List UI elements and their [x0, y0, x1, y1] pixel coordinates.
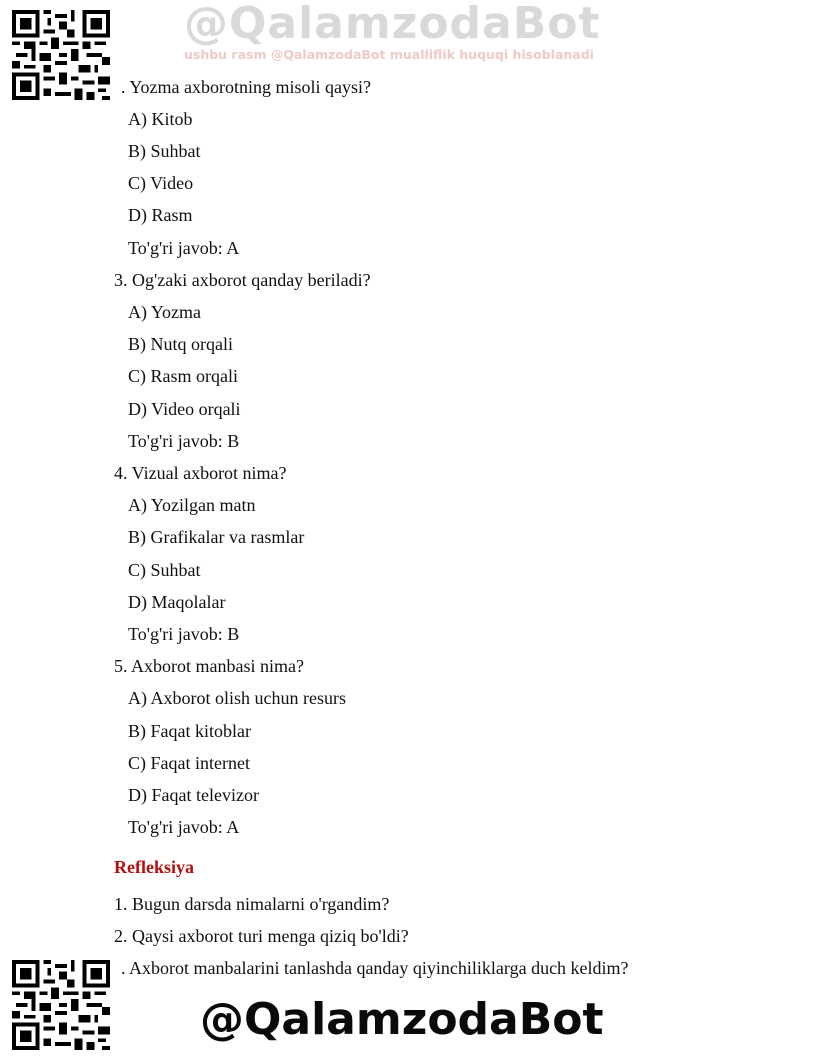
question-text: . Yozma axborotning misoli qaysi? — [121, 77, 371, 97]
watermark-title-top: @QalamzodaBot — [184, 0, 601, 49]
answer-option: D) Maqolalar — [128, 592, 226, 612]
reflection-item: 1. Bugun darsda nimalarni o'rgandim? — [114, 894, 390, 914]
question-text: 3. Og'zaki axborot qanday beriladi? — [114, 270, 371, 290]
answer-option: B) Faqat kitoblar — [128, 721, 251, 741]
watermark-subtitle: ushbu rasm @QalamzodaBot mualliflik huquqi hisoblanadi — [184, 47, 594, 62]
answer-option: A) Kitob — [128, 109, 193, 129]
reflection-item: . Axborot manbalarini tanlashda qanday qiyinchiliklarga duch keldim? — [121, 958, 629, 978]
qr-code-bottom — [12, 960, 110, 1050]
answer-option: B) Grafikalar va rasmlar — [128, 527, 305, 547]
correct-answer: To'g'ri javob: B — [128, 431, 240, 451]
answer-option: C) Suhbat — [128, 560, 201, 580]
answer-option: C) Rasm orqali — [128, 366, 238, 386]
answer-option: D) Faqat televizor — [128, 785, 259, 805]
answer-option: B) Nutq orqali — [128, 334, 233, 354]
reflection-item: 2. Qaysi axborot turi menga qiziq bo'ldi? — [114, 926, 409, 946]
answer-option: A) Yozilgan matn — [128, 495, 256, 515]
question-text: 5. Axborot manbasi nima? — [114, 656, 304, 676]
answer-option: D) Video orqali — [128, 399, 241, 419]
correct-answer: To'g'ri javob: B — [128, 624, 240, 644]
answer-option: D) Rasm — [128, 205, 193, 225]
qr-code-top — [12, 10, 110, 100]
answer-option: C) Faqat internet — [128, 753, 250, 773]
answer-option: A) Axborot olish uchun resurs — [128, 688, 346, 708]
watermark-title-bottom: @QalamzodaBot — [200, 994, 604, 1045]
answer-option: C) Video — [128, 173, 194, 193]
question-text: 4. Vizual axborot nima? — [114, 463, 287, 483]
correct-answer: To'g'ri javob: A — [128, 238, 240, 258]
reflection-heading: Refleksiya — [114, 857, 194, 877]
answer-option: B) Suhbat — [128, 141, 201, 161]
correct-answer: To'g'ri javob: A — [128, 817, 240, 837]
answer-option: A) Yozma — [128, 302, 202, 322]
